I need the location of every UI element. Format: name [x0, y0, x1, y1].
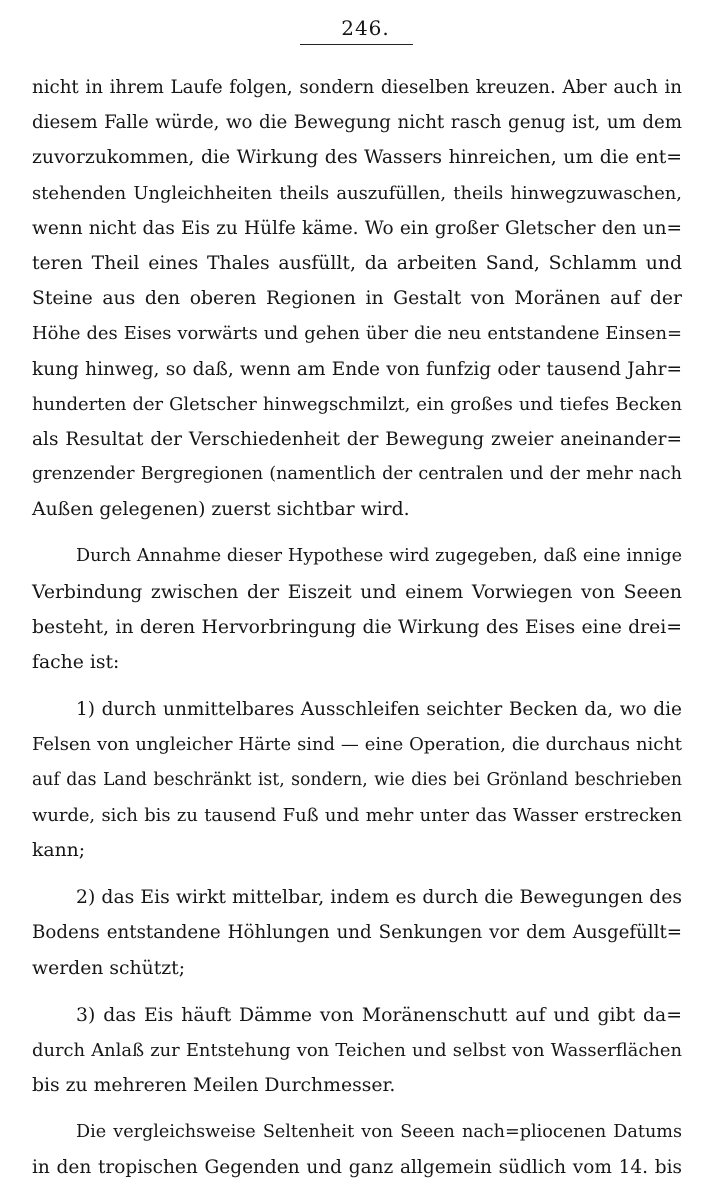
- text-line: teren Theil eines Thales ausfüllt, da arbeiten Sand, Schlamm und: [32, 252, 682, 274]
- page-header: [0, 16, 713, 40]
- text-line: Durch Annahme dieser Hypothese wird zugegeben, daß eine innige: [76, 546, 682, 567]
- text-line: Die vergleichsweise Seltenheit von Seeen nach=pliocenen Datums: [76, 1122, 682, 1143]
- text-line: Außen gelegenen) zuerst sichtbar wird.: [32, 499, 410, 521]
- text-line: auf das Land beschränkt ist, sondern, wie dies bei Grönland beschrieben: [32, 769, 682, 790]
- text-line: 1) durch unmittelbares Ausschleifen seichter Becken da, wo die: [76, 699, 682, 721]
- list-item-1: [32, 692, 682, 868]
- text-line: diesem Falle würde, wo die Bewegung nicht rasch genug ist, um dem: [32, 112, 682, 134]
- paragraph-gap: [32, 868, 682, 880]
- text-line: grenzender Bergregionen (namentlich der centralen und der mehr nach: [32, 464, 682, 485]
- list-item-2: [32, 880, 682, 986]
- text-line: 3) das Eis häuft Dämme von Moränenschutt auf und gibt da=: [76, 1004, 682, 1026]
- header-rule: [300, 44, 413, 45]
- page-number: 246.: [341, 16, 390, 40]
- text-line: bis zu mehreren Meilen Durchmesser.: [32, 1075, 396, 1097]
- text-line: in den tropischen Gegenden und ganz allgemein südlich vom 14. bis: [32, 1157, 682, 1179]
- list-item-3: [32, 998, 682, 1104]
- text-line: Verbindung zwischen der Eiszeit und einem Vorwiegen von Seeen: [32, 581, 682, 603]
- paragraph-tropical-lakes: [32, 1115, 682, 1185]
- paragraph-gap: [32, 1103, 682, 1115]
- text-line: kung hinweg, so daß, wenn am Ende von funfzig oder tausend Jahr=: [32, 358, 682, 380]
- text-line: Steine aus den oberen Regionen in Gestalt von Moränen auf der: [32, 288, 682, 310]
- paragraph-gap: [32, 527, 682, 539]
- body-text: [32, 70, 682, 1186]
- text-line: Höhe des Eises vorwärts und gehen über die neu entstandene Einsen=: [32, 323, 682, 345]
- text-line: wenn nicht das Eis zu Hülfe käme. Wo ein großer Gletscher den un=: [32, 217, 682, 239]
- text-line: zuvorzukommen, die Wirkung des Wassers hinreichen, um die ent=: [32, 147, 682, 169]
- paragraph-gap: [32, 680, 682, 692]
- text-line: Felsen von ungleicher Härte sind — eine Operation, die durchaus nicht: [32, 734, 682, 756]
- text-line: hunderten der Gletscher hinwegschmilzt, ein großes und tiefes Becken: [32, 393, 682, 415]
- paragraph-hypothesis: [32, 539, 682, 680]
- text-line: werden schützt;: [32, 957, 186, 979]
- text-line: wurde, sich bis zu tausend Fuß und mehr unter das Wasser erstrecken: [32, 804, 682, 826]
- text-line: fache ist:: [32, 652, 120, 673]
- text-line: besteht, in deren Hervorbringung die Wirkung des Eises eine drei=: [32, 616, 682, 638]
- text-line: als Resultat der Verschiedenheit der Bewegung zweier aneinander=: [32, 428, 682, 450]
- text-line: Bodens entstandene Höhlungen und Senkungen vor dem Ausgefüllt=: [32, 922, 682, 944]
- text-line: kann;: [32, 839, 86, 861]
- paragraph-glacier-basins: [32, 70, 682, 527]
- paragraph-gap: [32, 986, 682, 998]
- text-line: nicht in ihrem Laufe folgen, sondern dieselben kreuzen. Aber auch in: [32, 77, 682, 98]
- text-line: durch Anlaß zur Entstehung von Teichen und selbst von Wasserflächen: [32, 1039, 682, 1061]
- text-line: 2) das Eis wirkt mittelbar, indem es durch die Bewegungen des: [76, 887, 682, 909]
- text-line: stehenden Ungleichheiten theils auszufüllen, theils hinwegzuwaschen,: [32, 182, 682, 204]
